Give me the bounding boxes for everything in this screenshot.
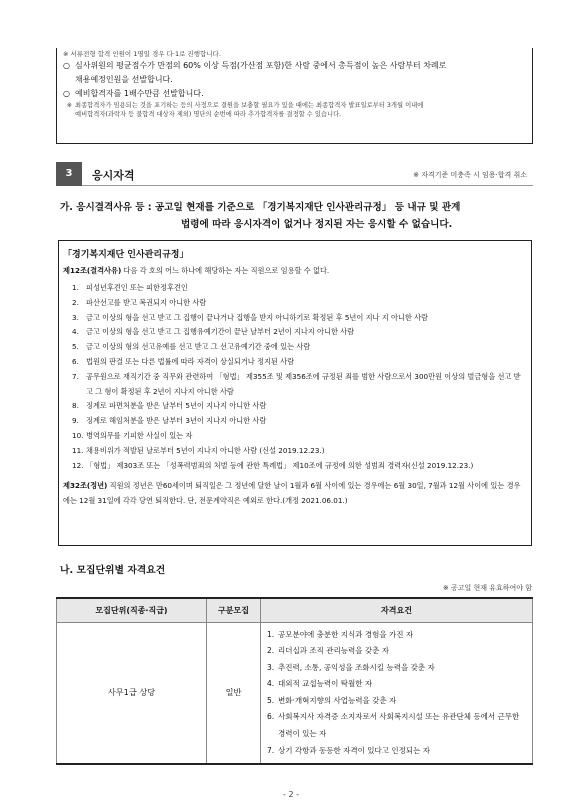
bullet-item	[63, 87, 526, 101]
list-item: 2. 파산선고를 받고 복권되지 아니한 사람	[72, 297, 207, 307]
header-unit: 모집단위(직종·직급)	[57, 598, 207, 622]
clause-ga	[60, 199, 530, 233]
clause-ga-line1: 가. 응시결격사유 등 : 공고일 현재를 기준으로 「경기복지재단 인사관리규정」 등 내규 및 관계	[60, 202, 461, 213]
regulation-title: 「경기복지재단 인사관리규정」	[63, 250, 189, 260]
list-item: 3. 금고 이상의 형을 선고 받고 그 집행이 끝나거나 집행을 받지 아니하기로 확정된 후 5년이 지나 지 아니한 사람	[72, 312, 428, 322]
clause-na-title: 나. 모집단위별 자격요건	[60, 565, 166, 576]
clause-ga-line2: 법령에 따라 응시자격이 없거나 정지된 자는 응시할 수 없습니다.	[181, 219, 453, 230]
cell-type: 일반	[207, 622, 261, 764]
cell-unit: 사무1급 상당	[57, 622, 207, 764]
note-bottom	[63, 101, 526, 110]
list-item: 11. 채용비위가 적발된 날로부터 5년이 지나지 아니한 사람 (신설 2019.12.23.)	[72, 445, 325, 455]
list-item: 6. 법원의 판결 또는 다른 법률에 따라 자격이 상실되거나 정지된 사람	[72, 356, 295, 366]
circle-bullet-icon: ○	[63, 89, 70, 98]
selection-notes-box	[56, 48, 533, 144]
list-item: 5. 변화·개혁지향의 사업능력을 갖춘 자	[267, 695, 397, 705]
list-item: 4. 금고 이상의 형을 선고 받고 그 집행유예기간이 끝난 날부터 2년이 지나지 아니한 사람	[72, 327, 355, 337]
bullet-item	[63, 59, 526, 73]
article-12	[63, 264, 526, 278]
clause-na-note: ※ 공고일 현재 유효하여야 함	[442, 584, 532, 592]
page-number: - 2 -	[283, 790, 299, 799]
list-item: 1. 피성년후견인 또는 피한정후견인	[72, 283, 188, 292]
section-note: ※ 자격기준 미충족 시 임용·합격 취소	[413, 171, 527, 179]
section-title: 응시자격	[92, 169, 135, 182]
section-number: 3	[56, 162, 82, 186]
list-item: 9. 징계로 해임처분을 받은 날부터 3년이 지나지 아니한 사람	[72, 416, 267, 426]
bullet-continuation: 채용예정인원을 선발합니다.	[75, 75, 173, 84]
list-item: 3. 추진력, 소통, 공익성을 조화시킬 능력을 갖춘 자	[267, 662, 435, 672]
list-item: 7. 공무원으로 재직기간 중 직무와 관련하여 「형법」 제355조 및 제356조에 규정된 죄를 범한 사람으로서 300만원 이상의 벌금형을 선고 받고 그 형이 확정된 후 2년이 지나지 아니한 사람	[72, 371, 521, 396]
list-item: 5. 금고 이상의 형의 선고유예를 선고 받고 그 선고유예기간 중에 있는 사람	[72, 342, 311, 352]
header-type: 구분모집	[207, 598, 261, 622]
circle-bullet-icon: ○	[63, 61, 70, 70]
disqualification-list	[63, 281, 526, 473]
article-32-label: 제32조(정년)	[63, 481, 108, 491]
bullet-text: 심사위원의 평균점수가 만점의 60% 이상 득점(가산점 포함)한 사람 중에서 총득점이 높은 사람부터 차례로	[75, 61, 447, 70]
list-item: 6. 사회복지사 자격증 소지자로서 사회복지시설 또는 유관단체 등에서 근무한 경력이 있는 자	[267, 712, 520, 739]
header-requirements: 자격요건	[261, 598, 533, 622]
list-item: 7. 상기 각항과 동등한 자격이 있다고 인정되는 자	[267, 745, 430, 755]
list-item: 2. 리더십과 조직 관리능력을 갖춘 자	[267, 646, 389, 656]
list-item: 10. 병역의무를 기피한 사실이 있는 자	[72, 430, 193, 440]
bullet-text: 예비합격자를 1배수만큼 선발합니다.	[75, 89, 204, 98]
list-item: 1. 공모분야에 충분한 지식과 경험을 가진 자	[267, 629, 414, 639]
note-bottom-line2: 예비합격자(과락자 등 불합격 대상자 제외) 명단의 순번에 따라 추가합격자를 결정할 수 있습니다.	[75, 111, 342, 118]
reference-mark-icon: ※	[66, 102, 72, 109]
list-item: 4. 대외적 교섭능력이 탁월한 자	[267, 679, 373, 689]
section-header	[56, 162, 533, 186]
table-row	[57, 622, 533, 764]
cell-requirements	[261, 622, 533, 764]
article-32-text: 직원의 정년은 만60세이며 퇴직일은 그 정년에 달한 날이 1월과 6월 사이에 있는 경우에는 6월 30일, 7월과 12월 사이에 있는 경우에는 12월 31일에 각각 당연 퇴직한다. 단, 전문계약직은 예외로 한다.(개정 2021.06.01.)	[63, 481, 521, 506]
article-12-text: 다음 각 호의 어느 하나에 해당하는 자는 직원으로 임용할 수 없다.	[121, 266, 330, 275]
note-top: ※ 서류전형 합격 인원이 1명일 경우 다·1로 진행합니다.	[63, 50, 221, 58]
list-item: 8. 징계로 파면처분을 받은 날부터 5년이 지나지 아니한 사람	[72, 401, 267, 411]
note-bottom-line1: 최종합격자가 임용되는 것을 포기하는 등의 사정으로 결원을 보충할 필요가 있을 때에는 최종합격자 발표일로부터 3개월 이내에	[75, 102, 424, 109]
list-item: 12. 「형법」 제303조 또는 「성폭력범죄의 처벌 등에 관한 특례법」 제10조에 규정에 의한 성범죄 경력자(신설 2019.12.23.)	[72, 460, 474, 470]
requirements-table	[56, 597, 533, 765]
regulation-box	[58, 240, 532, 546]
article-32	[63, 478, 526, 508]
article-12-label: 제12조(결격사유)	[63, 266, 122, 275]
